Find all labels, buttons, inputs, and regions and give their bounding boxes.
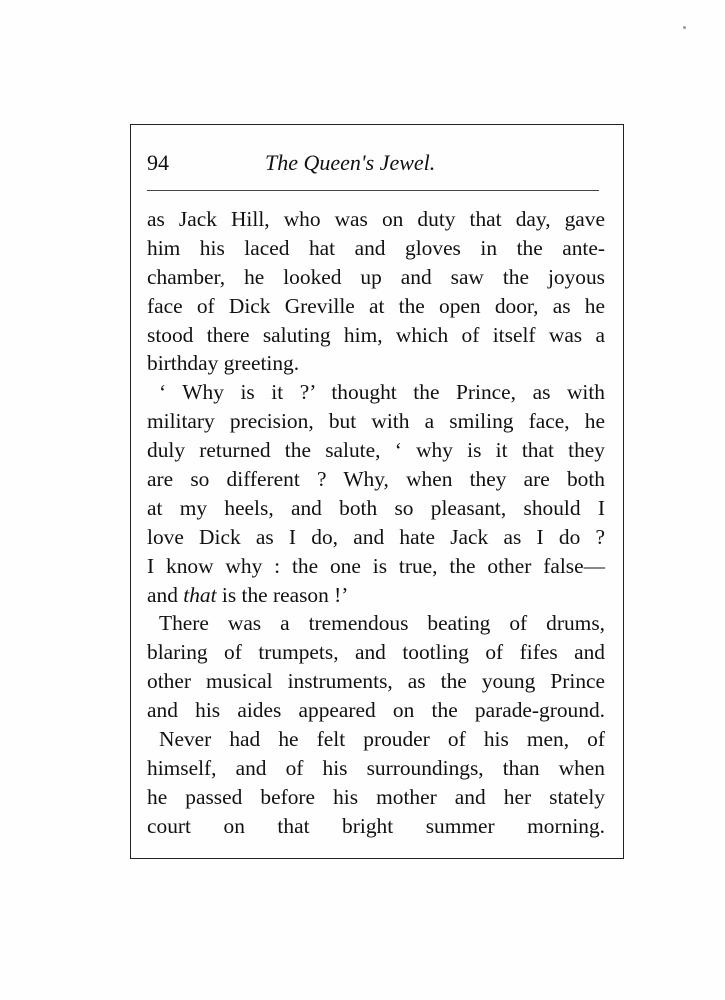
text-line: ‘ Why is it ?’ thought the Prince, as with	[159, 380, 605, 405]
text-line: Never had he felt prouder of his men, of	[159, 727, 605, 752]
text-line: other musical instruments, as the young Prince	[147, 669, 605, 694]
text-fragment: is the reason !’	[221, 582, 349, 607]
text-line: court on that bright summer morning.	[147, 813, 605, 838]
text-line: There was a tremendous beating of drums,	[159, 611, 605, 636]
text-line: as Jack Hill, who was on duty that day, gave	[147, 207, 605, 231]
header-rule	[147, 190, 599, 191]
body-text	[147, 205, 605, 841]
text-line: duly returned the salute, ‘ why is it that they	[147, 438, 605, 463]
page-speck	[683, 26, 686, 29]
text-line: at my heels, and both so pleasant, should I	[147, 495, 605, 520]
page-number: 94	[147, 150, 169, 175]
text-line: stood there saluting him, which of itself was a	[147, 322, 605, 347]
text-line: he passed before his mother and her stately	[147, 784, 605, 809]
text-line: birthday greeting.	[147, 351, 300, 376]
text-line	[147, 581, 605, 610]
text-line: him his laced hat and gloves in the ante-	[147, 235, 605, 260]
text-line: I know why : the one is true, the other false—	[147, 553, 605, 578]
text-line: love Dick as I do, and hate Jack as I do ?	[147, 524, 605, 549]
running-title: The Queen's Jewel.	[265, 150, 436, 175]
page-header	[147, 150, 605, 190]
text-line: are so different ? Why, when they are both	[147, 467, 605, 492]
text-fragment: and	[147, 582, 178, 607]
text-line: himself, and of his surroundings, than when	[147, 755, 605, 780]
text-line: blaring of trumpets, and tootling of fifes and	[147, 640, 605, 665]
text-line: and his aides appeared on the parade-ground.	[147, 698, 605, 723]
text-line: chamber, he looked up and saw the joyous	[147, 264, 605, 289]
text-line: face of Dick Greville at the open door, as he	[147, 293, 605, 318]
italic-word: that	[183, 582, 217, 607]
text-line: military precision, but with a smiling face, he	[147, 409, 605, 434]
